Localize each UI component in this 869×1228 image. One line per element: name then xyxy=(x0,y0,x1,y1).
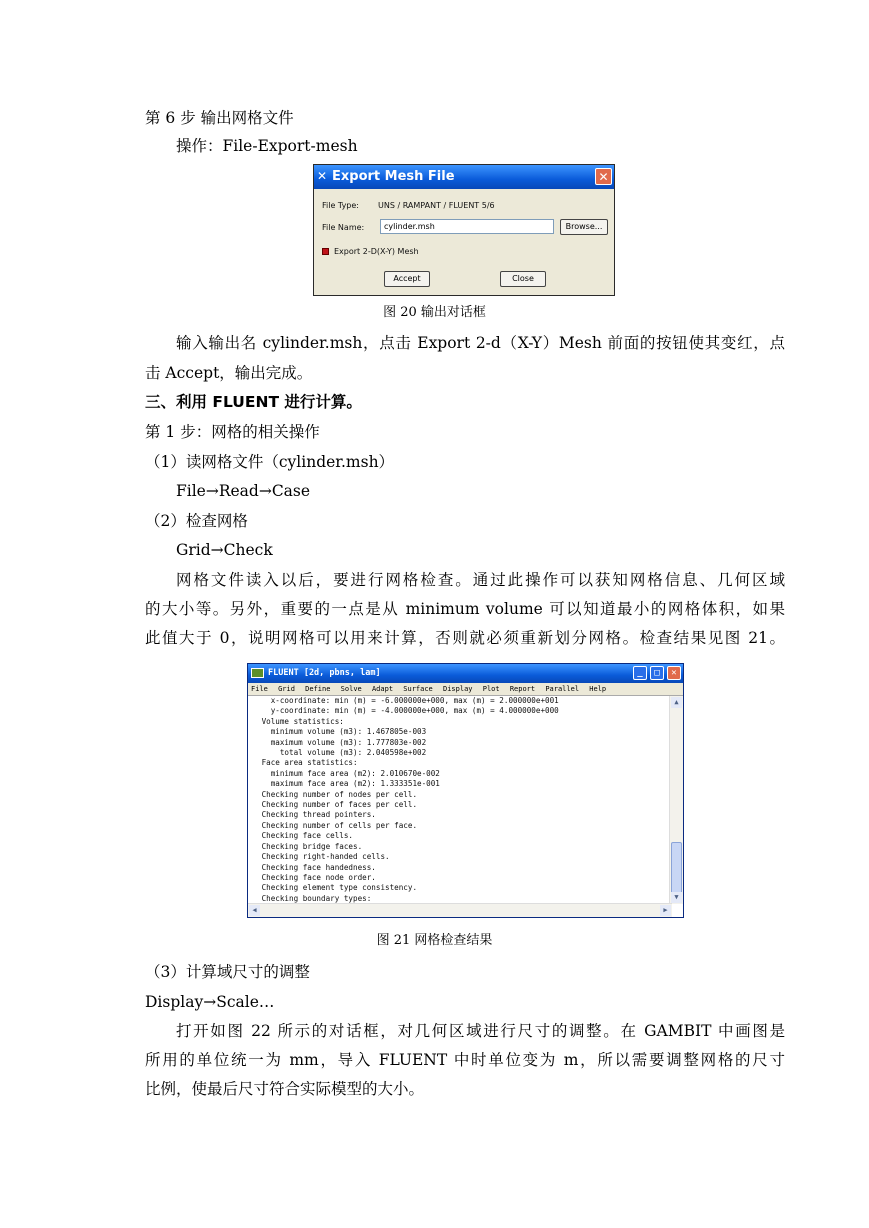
console-line: Checking face node order. xyxy=(257,872,376,882)
fluent-title: FLUENT [2d, pbns, lam] xyxy=(268,668,381,678)
menu-solve[interactable]: Solve xyxy=(340,685,362,693)
scroll-down-icon[interactable]: ▼ xyxy=(671,892,682,903)
export-mesh-dialog xyxy=(313,164,615,296)
console-line: Checking face cells. xyxy=(257,831,354,841)
fluent-menubar xyxy=(248,683,683,696)
file-type-label: File Type: xyxy=(322,201,359,210)
fluent-console-output[interactable] xyxy=(248,696,679,904)
console-line: x-coordinate: min (m) = -6.000000e+000, max (m) = 2.000000e+001 xyxy=(257,696,559,705)
substep-2-check-grid: （2）检查网格 xyxy=(145,512,248,530)
console-line: Checking bridge faces. xyxy=(257,841,363,851)
file-name-label: File Name: xyxy=(322,223,365,232)
step6-heading: 第 6 步 输出网格文件 xyxy=(145,109,294,127)
menu-surface[interactable]: Surface xyxy=(403,685,433,693)
close-icon[interactable]: ✕ xyxy=(595,168,612,185)
menu-adapt[interactable]: Adapt xyxy=(371,685,394,693)
dialog-title: Export Mesh File xyxy=(332,169,455,184)
console-line: Checking number of nodes per cell. xyxy=(257,789,418,799)
menu-file[interactable]: File xyxy=(251,685,268,693)
console-line: total volume (m3): 2.040598e+002 xyxy=(257,748,427,758)
substep-1-command: File→Read→Case xyxy=(176,482,311,500)
step6-operation: 操作：File-Export-mesh xyxy=(176,137,358,155)
console-line: Volume statistics: xyxy=(257,716,344,726)
substep-3-scale: （3）计算域尺寸的调整 xyxy=(145,963,310,981)
menu-help[interactable]: Help xyxy=(589,685,607,693)
substep-2-command: Grid→Check xyxy=(176,541,273,559)
console-line: Face area statistics: xyxy=(257,758,358,768)
fluent-titlebar xyxy=(248,664,683,683)
paragraph-3-line-3: 比例，使最后尺寸符合实际模型的大小。 xyxy=(145,1080,425,1098)
browse-button[interactable]: Browse... xyxy=(560,219,608,235)
export-2d-checkbox[interactable] xyxy=(322,248,329,255)
menu-grid[interactable]: Grid xyxy=(278,685,295,693)
dialog-titlebar xyxy=(314,165,614,189)
figure-20-caption: 图 20 输出对话框 xyxy=(383,305,486,320)
menu-display[interactable]: Display xyxy=(443,685,473,693)
menu-parallel[interactable]: Parallel xyxy=(545,685,580,693)
console-line: Checking face handedness. xyxy=(257,862,376,872)
console-line: Checking element type consistency. xyxy=(257,883,418,893)
accept-button[interactable]: Accept xyxy=(384,271,430,287)
x-app-icon: ✕ xyxy=(317,169,328,183)
scroll-up-icon[interactable]: ▲ xyxy=(671,697,682,708)
console-line: Checking number of cells per face. xyxy=(257,820,418,830)
paragraph-3-line-2: 所用的单位统一为 mm，导入 FLUENT 中时单位变为 m，所以需要调整网格的尺寸 xyxy=(145,1051,785,1069)
minimize-icon[interactable]: _ xyxy=(633,666,647,680)
substep-1-read-mesh: （1）读网格文件（cylinder.msh） xyxy=(145,453,395,471)
console-line: Checking number of faces per cell. xyxy=(257,800,418,810)
fluent-window xyxy=(247,663,684,918)
menu-define[interactable]: Define xyxy=(305,685,331,693)
figure-21-caption: 图 21 网格检查结果 xyxy=(376,933,493,948)
console-line: maximum volume (m3): 1.777803e-002 xyxy=(257,737,427,747)
console-line: minimum face area (m2): 2.010670e-002 xyxy=(257,768,440,778)
console-line: Checking boundary types: xyxy=(257,893,372,903)
console-line: maximum face area (m2): 1.333351e-001 xyxy=(257,779,440,789)
close-icon[interactable]: ✕ xyxy=(667,666,681,680)
file-name-input[interactable]: cylinder.msh xyxy=(380,219,554,234)
scroll-left-icon[interactable]: ◀ xyxy=(249,905,260,916)
horizontal-scrollbar[interactable] xyxy=(248,903,672,917)
step1-heading: 第 1 步：网格的相关操作 xyxy=(145,423,320,441)
console-line: minimum volume (m3): 1.467805e-003 xyxy=(257,727,427,737)
paragraph-1-line-1: 输入输出名 cylinder.msh，点击 Export 2-d（X-Y）Mesh 前面的按钮使其变红，点 xyxy=(176,334,785,352)
maximize-icon[interactable]: □ xyxy=(650,666,664,680)
paragraph-2-line-2: 的大小等。另外，重要的一点是从 minimum volume 可以知道最小的网格体积，如果 xyxy=(145,600,785,618)
console-line: Checking right-handed cells. xyxy=(257,852,390,862)
menu-report[interactable]: Report xyxy=(509,685,536,693)
close-button[interactable]: Close xyxy=(500,271,546,287)
fluent-app-icon xyxy=(251,668,264,678)
export-2d-label: Export 2-D(X-Y) Mesh xyxy=(334,247,419,256)
paragraph-2-line-1: 网格文件读入以后，要进行网格检查。通过此操作可以获知网格信息、几何区域 xyxy=(176,571,785,589)
vertical-scrollbar[interactable] xyxy=(669,696,683,904)
menu-plot[interactable]: Plot xyxy=(482,685,500,693)
file-type-value: UNS / RAMPANT / FLUENT 5/6 xyxy=(378,201,495,210)
section-3-heading: 三、利用 FLUENT 进行计算。 xyxy=(145,393,362,411)
paragraph-3-line-1: 打开如图 22 所示的对话框，对几何区域进行尺寸的调整。在 GAMBIT 中画图是 xyxy=(176,1022,785,1040)
console-line: y-coordinate: min (m) = -4.000000e+000, max (m) = 4.000000e+000 xyxy=(257,706,559,716)
paragraph-2-line-3: 此值大于 0，说明网格可以用来计算，否则就必须重新划分网格。检查结果见图 21。 xyxy=(145,629,785,647)
console-line: Checking thread pointers. xyxy=(257,810,376,820)
substep-3-command: Display→Scale… xyxy=(145,993,275,1011)
scroll-right-icon[interactable]: ▶ xyxy=(660,905,671,916)
paragraph-1-line-2: 击 Accept，输出完成。 xyxy=(145,364,313,382)
